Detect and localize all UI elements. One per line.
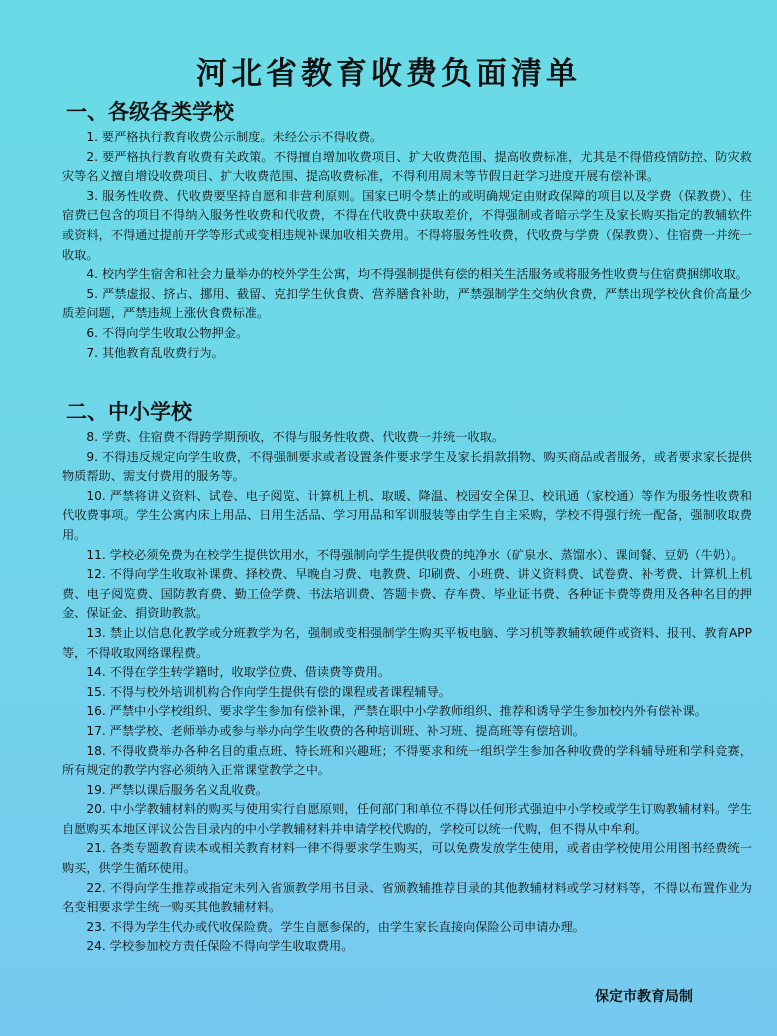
list-item: 11. 学校必须免费为在校学生提供饮用水，不得强制向学生提供收费的纯净水（矿泉水、蒸馏水）、课间餐、豆奶（牛奶）。 <box>86 547 744 562</box>
list-item: 21. 各类专题教育读本或相关教育材料一律不得要求学生购买，可以免费发放学生使用，或者由学校使用公用图书经费统一购买，供学生循环使用。 <box>62 841 752 876</box>
list-item: 13. 禁止以信息化教学或分班教学为名，强制或变相强制学生购买平板电脑、学习机等教辅软硬件或资料、报刊、教育APP等，不得收取网络课程费。 <box>62 625 752 660</box>
list-item: 23. 不得为学生代办或代收保险费。学生自愿参保的，由学生家长直接向保险公司申请办理。 <box>86 919 585 934</box>
section-primary-secondary <box>62 398 752 957</box>
list-item: 14. 不得在学生转学籍时，收取学位费、借读费等费用。 <box>86 665 390 680</box>
document-title: 河北省教育收费负面清单 <box>196 56 581 92</box>
list-item: 3. 服务性收费、代收费要坚持自愿和非营利原则。国家已明令禁止的或明确规定由财政保障的项目以及学费（保教费）、住宿费已包含的项目不得纳入服务性收费和代收费，不得在代收费中获取差价，不得强制或者暗示学生及家长购买指定的教辅软件或资料，不得通过提前开学等形式或变相违规补课加收相关费用。不得将服务性收费，代收费与学费（保教费）、住宿费一并统一收取。 <box>62 188 752 262</box>
list-item: 7. 其他教育乱收费行为。 <box>86 345 224 360</box>
list-item: 2. 要严格执行教育收费有关政策。不得擅自增加收费项目、扩大收费范围、提高收费标准，尤其是不得借疫情防控、防灾救灾等名义擅自增设收费项目、扩大收费范围、提高收费标准，不得利用周末等节假日赶学习进度开展有偿补课。 <box>62 149 752 184</box>
list-item: 10. 严禁将讲义资料、试卷、电子阅览、计算机上机、取暖、降温、校园安全保卫、校讯通（家校通）等作为服务性收费和代收费事项。学生公寓内床上用品、日用生活品、学习用品和军训服装等由学生自主采购，学校不得强行统一配备，强制收取费用。 <box>62 488 752 542</box>
list-item: 12. 不得向学生收取补课费、择校费、早晚自习费、电教费、印刷费、小班费、讲义资料费、试卷费、补考费、计算机上机费、电子阅览费、国防教育费、勤工俭学费、书法培训费、答题卡费、存车费、毕业证书费、各种证卡费等费用及各种名目的押金、保证金、捐资助教款。 <box>62 567 752 621</box>
section-all-schools <box>62 98 752 363</box>
list-item: 20. 中小学教辅材料的购买与使用实行自愿原则，任何部门和单位不得以任何形式强迫中小学校或学生订购教辅材料。学生自愿购买本地区评议公告目录内的中小学教辅材料并申请学校代购的，学校可以统一代购，但不得从中牟利。 <box>62 802 752 836</box>
list-item: 16. 严禁中小学校组织、要求学生参加有偿补课，严禁在职中小学教师组织、推荐和诱导学生参加校内外有偿补课。 <box>86 704 707 719</box>
list-item: 8. 学费、住宿费不得跨学期预收，不得与服务性收费、代收费一并统一收取。 <box>86 430 505 444</box>
list-item: 19. 严禁以课后服务名义乱收费。 <box>86 782 269 797</box>
list-item: 1. 要严格执行教育收费公示制度。未经公示不得收费。 <box>86 130 383 144</box>
item-list <box>62 428 752 957</box>
list-item: 9. 不得违反规定向学生收费，不得强制要求或者设置条件要求学生及家长捐款捐物、购买商品或者服务，或者要求家长提供物质帮助、需支付费用的服务等。 <box>62 449 752 484</box>
section-heading: 二、中小学校 <box>66 400 192 424</box>
list-item: 22. 不得向学生推荐或指定未列入省颁教学用书目录、省颁教辅推荐目录的其他教辅材料或学习材料等，不得以布置作业为名变相要求学生统一购买其他教辅材料。 <box>62 880 752 915</box>
item-list <box>62 128 752 363</box>
list-item: 18. 不得收费举办各种名目的重点班、特长班和兴趣班；不得要求和统一组织学生参加各种收费的学科辅导班和学科竞赛，所有规定的教学内容必须纳入正常课堂教学之中。 <box>62 743 752 778</box>
list-item: 15. 不得与校外培训机构合作向学生提供有偿的课程或者课程辅导。 <box>86 684 451 699</box>
list-item: 17. 严禁学校、老师举办或参与举办向学生收费的各种培训班、补习班、提高班等有偿培训。 <box>86 723 585 738</box>
list-item: 5. 严禁虚报、挤占、挪用、截留、克扣学生伙食费、营养膳食补助，严禁强制学生交纳伙食费，严禁出现学校伙食价高量少质差问题，严禁违规上涨伙食费标准。 <box>62 286 752 321</box>
list-item: 4. 校内学生宿舍和社会力量举办的校外学生公寓，均不得强制提供有偿的相关生活服务或将服务性收费与住宿费捆绑收取。 <box>86 267 748 282</box>
list-item: 6. 不得向学生收取公物押金。 <box>86 325 249 340</box>
list-item: 24. 学校参加校方责任保险不得向学生收取费用。 <box>86 939 354 954</box>
section-heading: 一、各级各类学校 <box>66 100 234 124</box>
issuer-signature: 保定市教育局制 <box>595 989 693 1005</box>
